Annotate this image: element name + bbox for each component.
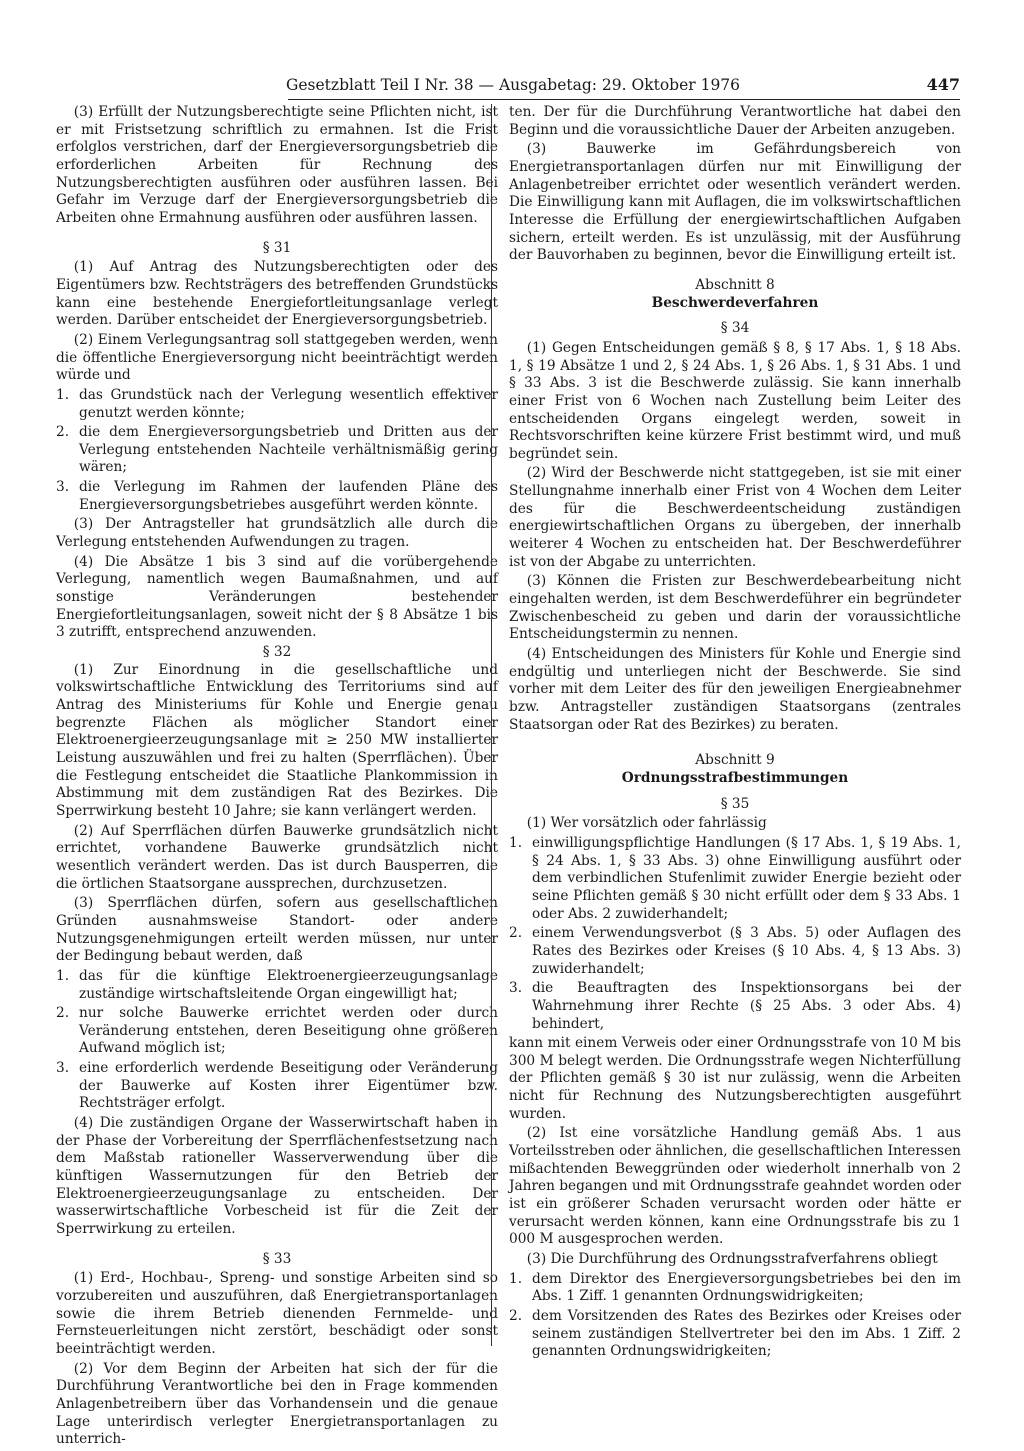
list-number: 1. [56,967,70,984]
paragraph: ten. Der für die Durchführung Verantwortliche hat dabei den Beginn und die voraussichtliche Dauer der Arbeiten anzugeben. [509,104,961,138]
list-text: die Beauftragten des Inspektionsorgans bei der Wahrnehmung ihrer Rechte (§ 25 Abs. 3 oder Abs. 4) behindert, [532,980,961,1032]
paragraph: (1) Erd-, Hochbau-, Spreng- und sonstige Arbeiten sind so vorzubereiten und auszuführen, daß Energietransportanlagen sowie die ihrem Betrieb dienenden Fernmelde- und Fernsteuerleitungen nicht zerstört, beschädigt oder sonst beeinträchtigt werden. [56,1270,498,1357]
paragraph: (2) Auf Sperrflächen dürfen Bauwerke grundsätzlich nicht errichtet, vorhandene Bauwerke grundsätzlich nicht wesentlich verändert werden. Das ist durch Bausperren, die die örtlichen Staatsorgane aussprechen, durchzusetzen. [56,822,498,892]
list-item [56,968,498,1003]
page-header [286,74,960,102]
running-title: Gesetzblatt Teil I Nr. 38 — Ausgabetag: 29. Oktober 1976 [286,76,741,94]
list-text: einwilligungspflichtige Handlungen (§ 17 Abs. 1, § 19 Abs. 1, § 24 Abs. 1, § 33 Abs. 3) ohne Einwilligung ausführt oder dem verbindlichen Stufenlimit zuwider Energie bezieht oder seine Pflichten gemäß § 30 nicht erfüllt oder dem § 33 Abs. 1 oder Abs. 2 zuwiderhandelt; [532,834,961,922]
paragraph: (4) Entscheidungen des Ministers für Kohle und Energie sind endgültig und unterliegen nicht der Beschwerde. Sie sind vorher mit dem Leiter des für den jeweiligen Energieabnehmer bzw. Antragsteller zuständigen Staatsorgans (zentrales Staatsorgan oder Rat des Bezirkes) zu beraten. [509,646,961,733]
paragraph: (1) Gegen Entscheidungen gemäß § 8, § 17 Abs. 1, § 18 Abs. 1, § 19 Absätze 1 und 2, § 24 Abs. 1, § 26 Abs. 1, § 31 Abs. 1 und § 33 Abs. 3 ist die Beschwerde zulässig. Sie kann innerhalb einer Frist von 6 Wochen nach Zustellung beim Leiter des entscheidenden Organs eingelegt werden, soweit in Rechtsvorschriften keine kürzere Frist bestimmt wird, und muß begründet sein. [509,339,961,462]
paragraph: (2) Vor dem Beginn der Arbeiten hat sich der für die Durchführung Verantwortliche bei den in Frage kommenden Anlagenbetreibern über das Vorhandensein und die genaue Lage unterirdisch verlegter Energietransportanlagen zu unterrich- [56,1360,498,1448]
paragraph: (4) Die zuständigen Organe der Wasserwirtschaft haben in der Phase der Vorbereitung der Sperrflächenfestsetzung nach dem Maßstab rationeller Wasserverwendung über die künftigen Wassernutzungen für den Betrieb der Elektroenergieerzeugungsanlage zu entscheiden. Der wasserwirtschaftliche Vorbescheid ist für die Zeit der Sperrwirkung zu erteilen. [56,1115,498,1238]
section-heading-35: § 35 [720,795,750,812]
chapter-label-9: Abschnitt 9 [695,752,775,769]
list-number: 2. [509,925,523,942]
list-text: das Grundstück nach der Verlegung wesentlich effektiver genutzt werden könnte; [79,386,498,421]
paragraph: (1) Auf Antrag des Nutzungsberechtigten oder des Eigentümers bzw. Rechtsträgers des betreffenden Grundstücks kann eine bestehende Energiefortleitungsanlage verlegt werden. Darüber entscheidet der Energieversorgungsbetrieb. [56,259,498,329]
page-number: 447 [926,75,960,94]
list-item [56,424,498,477]
list-item [56,387,498,422]
list-item [509,1271,961,1306]
list-item [509,980,961,1033]
list-number: 1. [56,386,70,403]
list-text: einem Verwendungsverbot (§ 3 Abs. 5) oder Auflagen des Rates des Bezirkes oder Kreises (§ 10 Abs. 4, § 13 Abs. 3) zuwiderhandelt; [532,925,961,977]
list-number: 2. [56,424,70,441]
list-number: 2. [509,1308,523,1324]
paragraph: (1) Wer vorsätzlich oder fahrlässig [526,815,767,832]
list-text: das für die künftige Elektroenergieerzeugungsanlage zuständige wirtschaftsleitende Organ eingewilligt hat; [79,967,498,1002]
section-heading-32: § 32 [262,644,292,661]
section-heading-34: § 34 [720,320,750,337]
paragraph: (3) Die Durchführung des Ordnungsstrafverfahrens obliegt [526,1251,938,1268]
chapter-title-9: Ordnungsstrafbestimmungen [621,769,849,786]
section-heading-33: § 33 [262,1250,292,1267]
paragraph: (2) Einem Verlegungsantrag soll stattgegeben werden, wenn die öffentliche Energieversorgung nicht beeinträchtigt werden würde und [56,331,498,384]
header-rule [288,99,960,100]
list-item [509,1308,961,1361]
list-item [56,1060,498,1113]
left-column [56,104,498,1451]
list-text: nur solche Bauwerke errichtet werden oder durch Veränderung entstehen, deren Beseitigung ohne größeren Aufwand möglich ist; [79,1005,498,1057]
list-text: eine erforderlich werdende Beseitigung oder Veränderung der Bauwerke auf Kosten ihrer Eigentümer bzw. Rechtsträger erfolgt. [79,1060,498,1112]
paragraph: (2) Wird der Beschwerde nicht stattgegeben, ist sie mit einer Stellungnahme innerhalb einer Frist von 4 Wochen dem Leiter des für die Beschwerdeentscheidung zuständigen energiewirtschaftlichen Organs zu übergeben, der innerhalb weiterer 4 Wochen zu entscheiden hat. Der Beschwerdeführer ist von der Abgabe zu unterrichten. [509,465,961,570]
chapter-title-8: Beschwerdeverfahren [651,294,819,311]
list-item [56,479,498,514]
list-item [56,1005,498,1058]
paragraph: (1) Zur Einordnung in die gesellschaftliche und volkswirtschaftliche Entwicklung des Territoriums sind auf Antrag des Ministeriums für Kohle und Energie genau begrenzte Flächen als möglicher Standort einer Elektroenergieerzeugungsanlage mit ≥ 250 MW installierter Leistung auszuwählen und frei zu halten (Sperrflächen). Über die Festlegung entscheidet die Staatliche Plankommission in Abstimmung mit dem zuständigen Rat des Bezirkes. Die Sperrwirkung besteht 10 Jahre; sie kann verlängert werden. [56,661,498,819]
paragraph: (3) Erfüllt der Nutzungsberechtigte seine Pflichten nicht, ist er mit Fristsetzung schriftlich zu ermahnen. Ist die Frist erfolglos verstrichen, darf der Energieversorgungsbetrieb die erforderlichen Arbeiten für Rechnung des Nutzungsberechtigten ausführen oder ausführen lassen. Bei Gefahr im Verzuge darf der Energieversorgungsbetrieb die Arbeiten ohne Ermahnung ausführen oder ausführen lassen. [56,104,498,226]
list-number: 1. [509,1270,523,1287]
list-item [509,835,961,923]
list-text: dem Direktor des Energieversorgungsbetriebes bei den im Abs. 1 Ziff. 1 genannten Ordnungswidrigkeiten; [532,1270,961,1305]
list-number: 1. [509,834,523,851]
list-item [509,925,961,978]
right-column [509,104,961,1363]
list-number: 2. [56,1005,70,1022]
paragraph: (4) Die Absätze 1 bis 3 sind auf die vorübergehende Verlegung, namentlich wegen Baumaßnahmen, und auf sonstige Veränderungen bestehender Energiefortleitungsanlagen, soweit nicht der § 8 Absätze 1 bis 3 zutrifft, entsprechend anzuwenden. [56,553,498,641]
list-text: die Verlegung im Rahmen der laufenden Pläne des Energieversorgungsbetriebes ausgeführt werden könnte. [79,479,498,513]
chapter-label-8: Abschnitt 8 [695,276,775,293]
section-heading-31: § 31 [262,239,292,256]
paragraph: (2) Ist eine vorsätzliche Handlung gemäß Abs. 1 aus Vorteilsstreben oder ähnlichen, die gesellschaftlichen Interessen mißachtenden Beweggründen oder wiederholt innerhalb von 2 Jahren begangen und mit Ordnungsstrafe geahndet worden oder ist ein größerer Schaden verursacht worden oder hätte er verursacht werden können, kann eine Ordnungsstrafe bis zu 1 000 M ausgesprochen werden. [509,1125,961,1248]
paragraph: (3) Sperrflächen dürfen, sofern aus gesellschaftlichen Gründen ausnahmsweise Standort- oder andere Nutzungsgenehmigungen erteilt werden müssen, nur unter der Bedingung bebaut werden, daß [56,895,498,965]
column-divider [491,104,492,1346]
paragraph: kann mit einem Verweis oder einer Ordnungsstrafe von 10 M bis 300 M belegt werden. Die Ordnungsstrafe wegen Nichterfüllung der Pflichten gemäß § 30 ist nur zulässig, wenn die Arbeiten nicht für Rechnung des Nutzungsberechtigten ausgeführt wurden. [509,1035,961,1122]
paragraph: (3) Der Antragsteller hat grundsätzlich alle durch die Verlegung entstehenden Aufwendungen zu tragen. [56,516,498,551]
list-number: 3. [56,1060,70,1077]
list-text: dem Vorsitzenden des Rates des Bezirkes oder Kreises oder seinem zuständigen Stellvertreter bei den im Abs. 1 Ziff. 2 genannten Ordnungswidrigkeiten; [532,1308,961,1360]
list-number: 3. [56,479,70,496]
paragraph: (3) Können die Fristen zur Beschwerdebearbeitung nicht eingehalten werden, ist dem Beschwerdeführer ein begründeter Zwischenbescheid zu geben und darin der voraussichtliche Entscheidungstermin zu nennen. [509,573,961,643]
list-number: 3. [509,980,523,997]
paragraph: (3) Bauwerke im Gefährdungsbereich von Energietransportanlagen dürfen nur mit Einwilligung der Anlagenbetreiber errichtet oder wesentlich verändert werden. Die Einwilligung kann mit Auflagen, die im volkswirtschaftlichen Interesse die Erfüllung der energiewirtschaftlichen Aufgaben sichern, erteilt werden. Es ist unzulässig, mit der Ausführung der Bauvorhaben zu beginnen, bevor die Einwilligung erteilt ist. [509,141,961,264]
list-text: die dem Energieversorgungsbetrieb und Dritten aus der Verlegung entstehenden Nachteile verhältnismäßig gering wären; [79,424,498,476]
